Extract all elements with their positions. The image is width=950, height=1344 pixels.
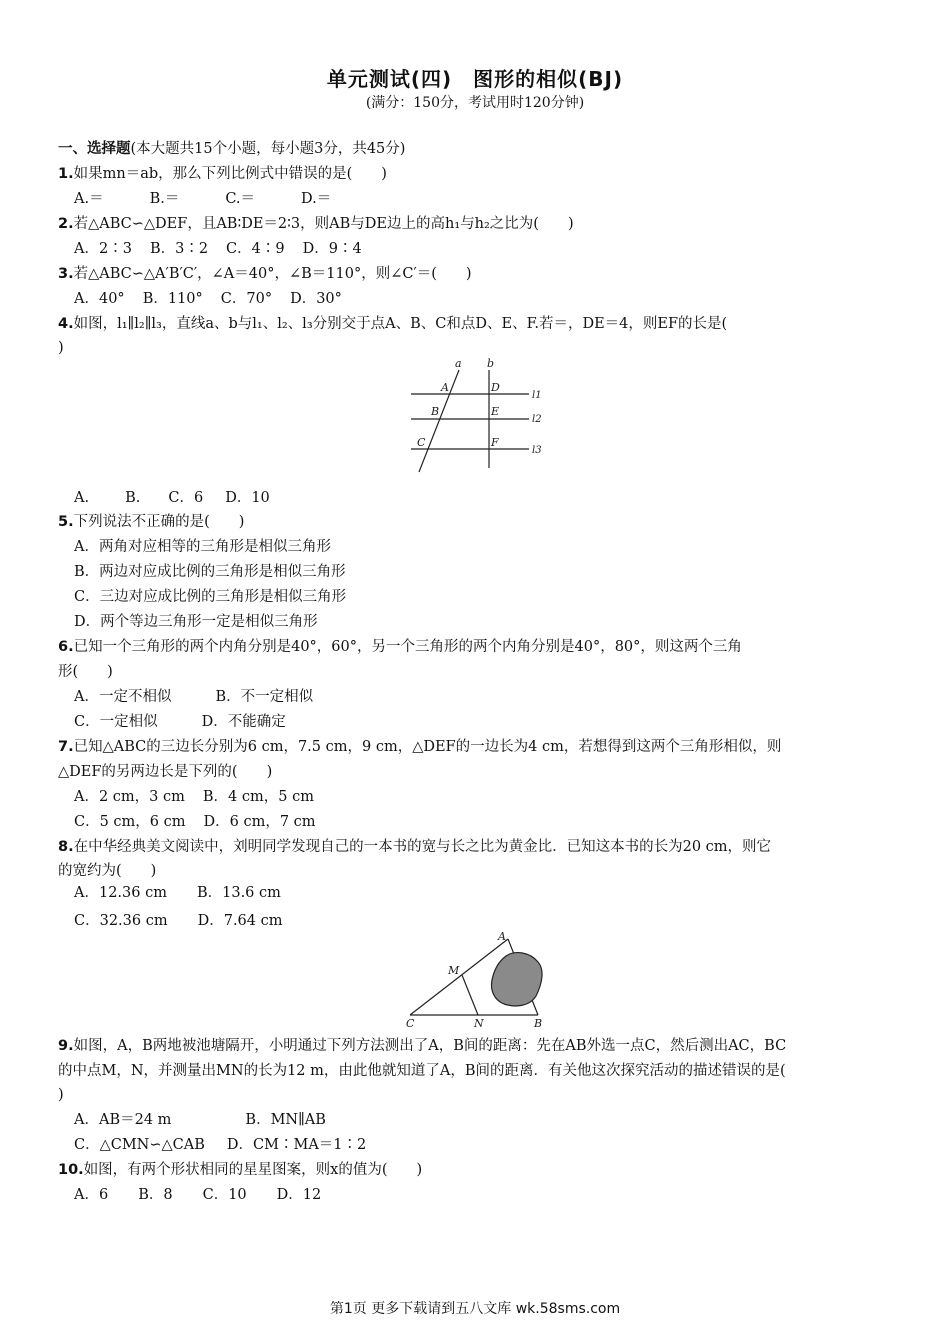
label-D: D: [491, 381, 500, 394]
question-9-options-2: [74, 1135, 909, 1155]
question-text: 已知△ABC的三边长分别为6 cm，7.5 cm，9 cm，△DEF的一边长为4 cm，若想得到这两个三角形相似，则: [73, 739, 782, 755]
option-a: A.: [74, 490, 90, 506]
question-number: 7.: [58, 739, 74, 755]
figure-pond-triangle: [400, 926, 550, 1030]
page-subtitle: (满分：150分，考试用时120分钟): [365, 95, 585, 111]
question-1: [58, 164, 893, 184]
question-number: 6.: [58, 639, 74, 655]
question-2-options: [74, 239, 909, 259]
question-10-options: [74, 1185, 909, 1205]
question-number: 4.: [58, 316, 74, 332]
question-number: 10.: [58, 1162, 84, 1178]
option-c: C．一定相似: [74, 714, 158, 730]
question-7: [58, 737, 893, 757]
question-7-options-1: [74, 787, 909, 807]
question-text: 在中华经典美文阅读中，刘明同学发现自己的一本书的宽与长之比为黄金比．已知这本书的长为20 cm，则它: [73, 839, 772, 855]
option-a: A．一定不相似: [74, 689, 172, 705]
question-4-cont: [58, 338, 893, 358]
label-A: A: [441, 381, 449, 394]
option-b: B．3∶2: [149, 241, 209, 257]
option-b: B．两边对应成比例的三角形是相似三角形: [74, 564, 346, 580]
question-3-options: [74, 289, 909, 309]
option-d: D．两个等边三角形一定是相似三角形: [74, 614, 318, 630]
option-c: C．三边对应成比例的三角形是相似三角形: [74, 589, 347, 605]
question-text: 如图，A，B两地被池塘隔开，小明通过下列方法测出了A，B间的距离：先在AB外选一点C，然后测出AC，BC: [73, 1038, 787, 1054]
section-note: (本大题共15个小题，每小题3分，共45分): [130, 141, 406, 157]
question-text: 如图，l₁∥l₂∥l₃，直线a、b与l₁、l₂、l₃分别交于点A、B、C和点D、E、F.若＝，DE＝4，则EF的长是(: [73, 316, 728, 332]
option-b: B．MN∥AB: [245, 1112, 326, 1128]
question-8: [58, 837, 893, 857]
option-b: B．110°: [142, 291, 203, 307]
option-a: A．AB＝24 m: [74, 1112, 172, 1128]
option-c: C．70°: [220, 291, 273, 307]
question-text-cont: ): [58, 340, 64, 356]
question-9: [58, 1036, 893, 1056]
option-d: D．12: [276, 1187, 322, 1203]
label-E: E: [491, 405, 500, 418]
label-B: B: [431, 405, 440, 418]
question-7-cont: △DEF的另两边长是下列的( ): [58, 764, 273, 780]
option-b: B．4 cm，5 cm: [202, 789, 314, 805]
question-text: 若△ABC∽△A′B′C′，∠A＝40°，∠B＝110°，则∠C′＝( ): [73, 266, 472, 282]
question-7-options-2: [74, 812, 909, 832]
question-1-options: [74, 189, 909, 209]
label-N: N: [474, 1017, 484, 1030]
option-b: B.＝: [149, 191, 180, 207]
label-l2: l2: [532, 414, 542, 425]
option-a: A．6: [74, 1187, 109, 1203]
option-c: C．6: [168, 490, 204, 506]
label-b: b: [487, 357, 495, 370]
label-C: C: [417, 436, 426, 449]
section-heading: [58, 139, 893, 159]
option-c: C.＝: [225, 191, 256, 207]
question-text: 如图，有两个形状相同的星星图案，则x的值为( ): [83, 1162, 423, 1178]
option-a: A.＝: [74, 191, 104, 207]
option-d: D．9∶4: [302, 241, 362, 257]
question-9-cont: 的中点M，N，并测量出MN的长为12 m，由此他就知道了A，B间的距离．有关他这次探究活动的描述错误的是(: [58, 1063, 786, 1079]
question-6: [58, 637, 893, 657]
page-title: 单元测试(四) 图形的相似(BJ): [326, 67, 624, 91]
option-c: C．32.36 cm: [74, 913, 168, 929]
option-d: D．不能确定: [201, 714, 286, 730]
question-6-options-2: [74, 712, 909, 732]
label-l1: l1: [532, 390, 542, 401]
option-c: C．10: [202, 1187, 247, 1203]
question-4: [58, 314, 893, 334]
question-10: [58, 1160, 893, 1180]
question-9-options-1: [74, 1110, 909, 1130]
page-footer: 第1页 更多下载请到五八文库 wk.58sms.com: [329, 1301, 621, 1317]
option-d: D.＝: [301, 191, 332, 207]
pond-shape: [492, 953, 543, 1006]
question-number: 2.: [58, 216, 74, 232]
option-c: C．△CMN∽△CAB: [74, 1137, 205, 1153]
question-number: 1.: [58, 166, 74, 182]
label-C: C: [406, 1017, 415, 1030]
option-d: D．10: [225, 490, 270, 506]
option-b: B．13.6 cm: [196, 885, 281, 901]
option-c: C．4∶9: [226, 241, 285, 257]
option-d: D．30°: [290, 291, 342, 307]
option-d: D．6 cm，7 cm: [203, 814, 316, 830]
option-a: A．12.36 cm: [74, 885, 167, 901]
question-4-options: [74, 488, 909, 508]
segment-MN: [462, 975, 478, 1015]
question-text: 如果mn＝ab，那么下列比例式中错误的是( ): [73, 166, 387, 182]
option-c: C．5 cm，6 cm: [74, 814, 186, 830]
option-b: B.: [125, 490, 141, 506]
question-text: 下列说法不正确的是( ): [73, 514, 245, 530]
option-a: A．2 cm，3 cm: [74, 789, 185, 805]
question-3: [58, 264, 893, 284]
question-9-cont-2: ): [58, 1087, 64, 1103]
label-F: F: [491, 436, 499, 449]
question-text: 若△ABC∽△DEF，且AB∶DE＝2∶3，则AB与DE边上的高h₁与h₂之比为( ): [73, 216, 574, 232]
question-number: 8.: [58, 839, 74, 855]
option-a: A．40°: [74, 291, 125, 307]
option-a: A．2∶3: [74, 241, 132, 257]
section-title: 一、选择题: [58, 141, 131, 157]
label-l3: l3: [532, 445, 542, 456]
question-6-cont: 形( ): [58, 664, 113, 680]
option-b: B．8: [138, 1187, 173, 1203]
question-number: 3.: [58, 266, 74, 282]
option-b: B．不一定相似: [215, 689, 314, 705]
question-text: 已知一个三角形的两个内角分别是40°，60°，另一个三角形的两个内角分别是40°，80°，则这两个三角: [73, 639, 742, 655]
question-8-cont: 的宽约为( ): [58, 863, 157, 879]
question-2: [58, 214, 893, 234]
question-8-options-1: [74, 883, 909, 903]
option-a: A．两角对应相等的三角形是相似三角形: [74, 539, 331, 555]
label-B: B: [534, 1017, 543, 1030]
label-A: A: [498, 930, 506, 943]
option-d: D．CM∶MA＝1∶2: [226, 1137, 367, 1153]
line-a: [419, 370, 459, 472]
option-d: D．7.64 cm: [197, 913, 283, 929]
question-5: [58, 512, 893, 532]
label-M: M: [448, 964, 460, 977]
figure-parallel-lines: [405, 356, 555, 474]
question-number: 5.: [58, 514, 74, 530]
question-number: 9.: [58, 1038, 74, 1054]
label-a: a: [455, 357, 462, 370]
question-6-options-1: [74, 687, 909, 707]
